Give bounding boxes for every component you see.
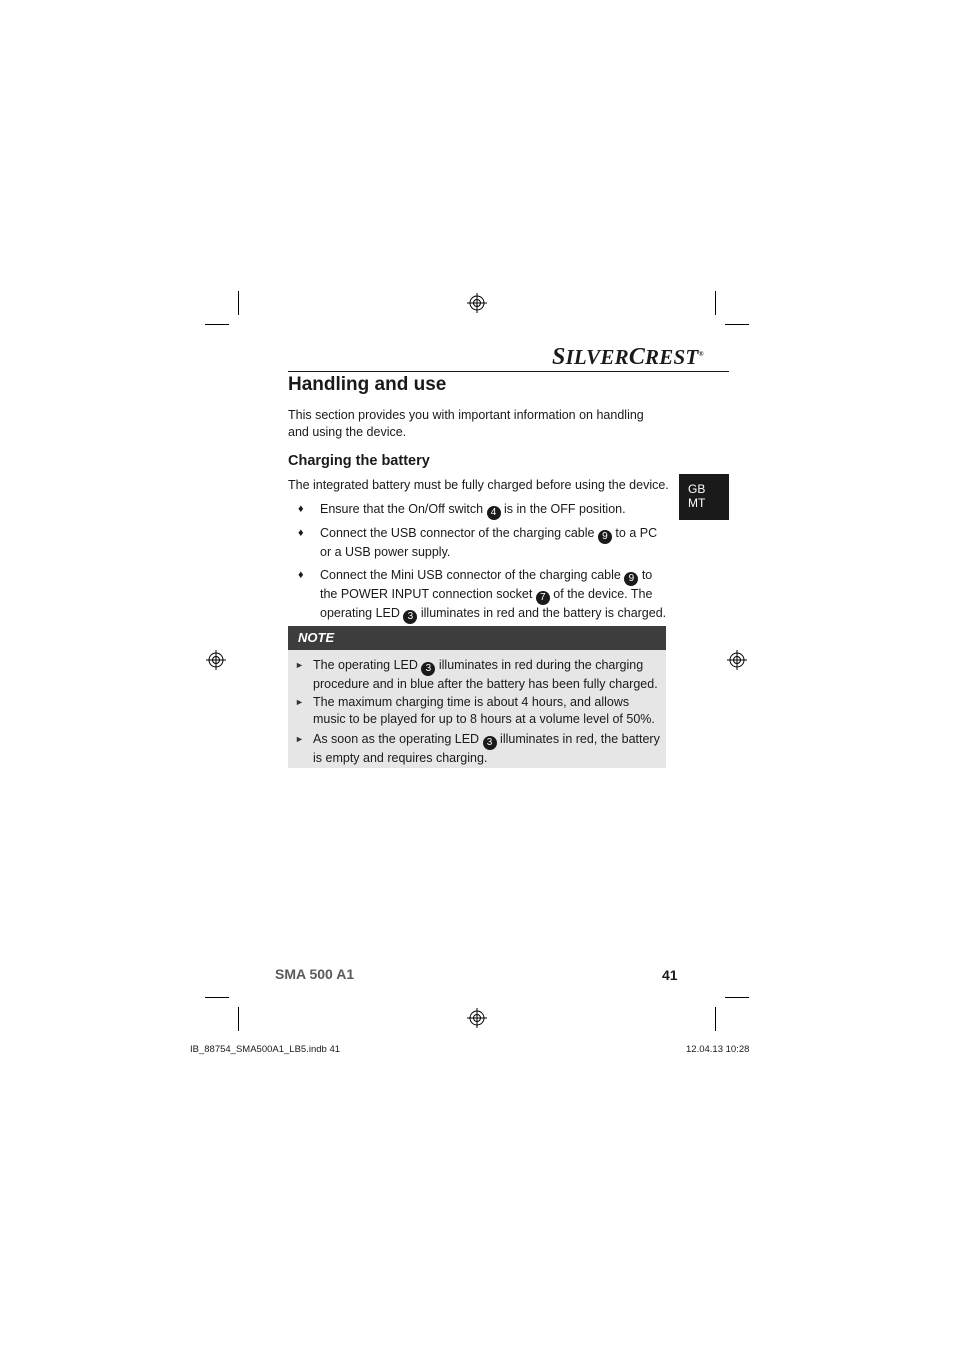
- note-item: The maximum charging time is about 4 hours, and allows music to be played for up to 8 hours at a volume level of 50%.: [313, 695, 655, 726]
- print-slug-date: 12.04.13 10:28: [686, 1044, 750, 1055]
- list-item: [320, 567, 668, 624]
- section-intro: This section provides you with important information on handling and using the device.: [288, 408, 644, 439]
- brand-letter: C: [628, 344, 646, 370]
- subsection-intro: The integrated battery must be fully charged before using the device.: [288, 478, 669, 492]
- registered-mark: ®: [698, 350, 704, 358]
- crop-mark: [715, 1007, 716, 1031]
- crop-mark: [715, 291, 716, 315]
- note-text: As soon as the operating LED: [313, 732, 483, 746]
- note-item: [313, 731, 661, 767]
- arrow-bullet-icon: ►: [295, 660, 304, 670]
- language-code: GB: [688, 482, 706, 496]
- part-number-badge: 7: [536, 591, 550, 605]
- note-text: illuminates in red during the charging procedure and in blue after the battery has been fully charged.: [313, 658, 658, 691]
- list-item: [320, 525, 668, 561]
- crop-mark: [725, 997, 749, 998]
- bullet-icon: ♦: [298, 503, 304, 515]
- crop-mark: [725, 324, 749, 325]
- step-text: is in the OFF position.: [500, 502, 626, 516]
- bullet-icon: ♦: [298, 569, 304, 581]
- note-text: The operating LED: [313, 658, 422, 672]
- section-title: Handling and use: [288, 374, 447, 395]
- step-text: to a PC or a USB power supply.: [320, 526, 658, 559]
- crop-mark: [238, 1007, 239, 1031]
- part-number-badge: 9: [624, 572, 638, 586]
- arrow-bullet-icon: ►: [295, 697, 304, 707]
- note-box: [288, 626, 666, 768]
- part-number-badge: 4: [487, 506, 501, 520]
- language-code: MT: [688, 496, 706, 510]
- brand-letter: S: [552, 344, 566, 370]
- step-text: illuminates in red and the battery is charged.: [417, 606, 667, 620]
- registration-mark-icon: [467, 1008, 487, 1028]
- arrow-bullet-icon: ►: [295, 734, 304, 744]
- registration-mark-icon: [727, 650, 747, 670]
- step-text: of the device. The operating LED: [320, 587, 653, 620]
- part-number-badge: 3: [403, 610, 417, 624]
- step-text: to the POWER INPUT connection socket: [320, 568, 653, 601]
- step-text: Connect the Mini USB connector of the charging cable: [320, 568, 625, 582]
- registration-mark-icon: [467, 293, 487, 313]
- brand-text: REST: [645, 345, 699, 369]
- brand-logo: [552, 344, 704, 371]
- header-rule: [288, 371, 729, 372]
- print-slug-file: IB_88754_SMA500A1_LB5.indb 41: [190, 1044, 341, 1055]
- subsection-title: Charging the battery: [288, 453, 430, 469]
- part-number-badge: 9: [598, 530, 612, 544]
- part-number-badge: 3: [483, 736, 497, 750]
- page-number: 41: [662, 967, 678, 983]
- note-item: [313, 657, 661, 693]
- list-item: [320, 501, 668, 520]
- footer-model: SMA 500 A1: [275, 966, 355, 982]
- part-number-badge: 3: [421, 662, 435, 676]
- registration-mark-icon: [206, 650, 226, 670]
- step-text: Ensure that the On/Off switch: [320, 502, 487, 516]
- step-text: Connect the USB connector of the charging cable: [320, 526, 598, 540]
- crop-mark: [205, 324, 229, 325]
- bullet-icon: ♦: [298, 527, 304, 539]
- brand-text: ILVER: [565, 345, 629, 369]
- note-text: illuminates in red, the battery is empty and requires charging.: [313, 732, 660, 765]
- crop-mark: [238, 291, 239, 315]
- language-tab: [679, 474, 729, 520]
- note-heading: NOTE: [288, 626, 666, 650]
- crop-mark: [205, 997, 229, 998]
